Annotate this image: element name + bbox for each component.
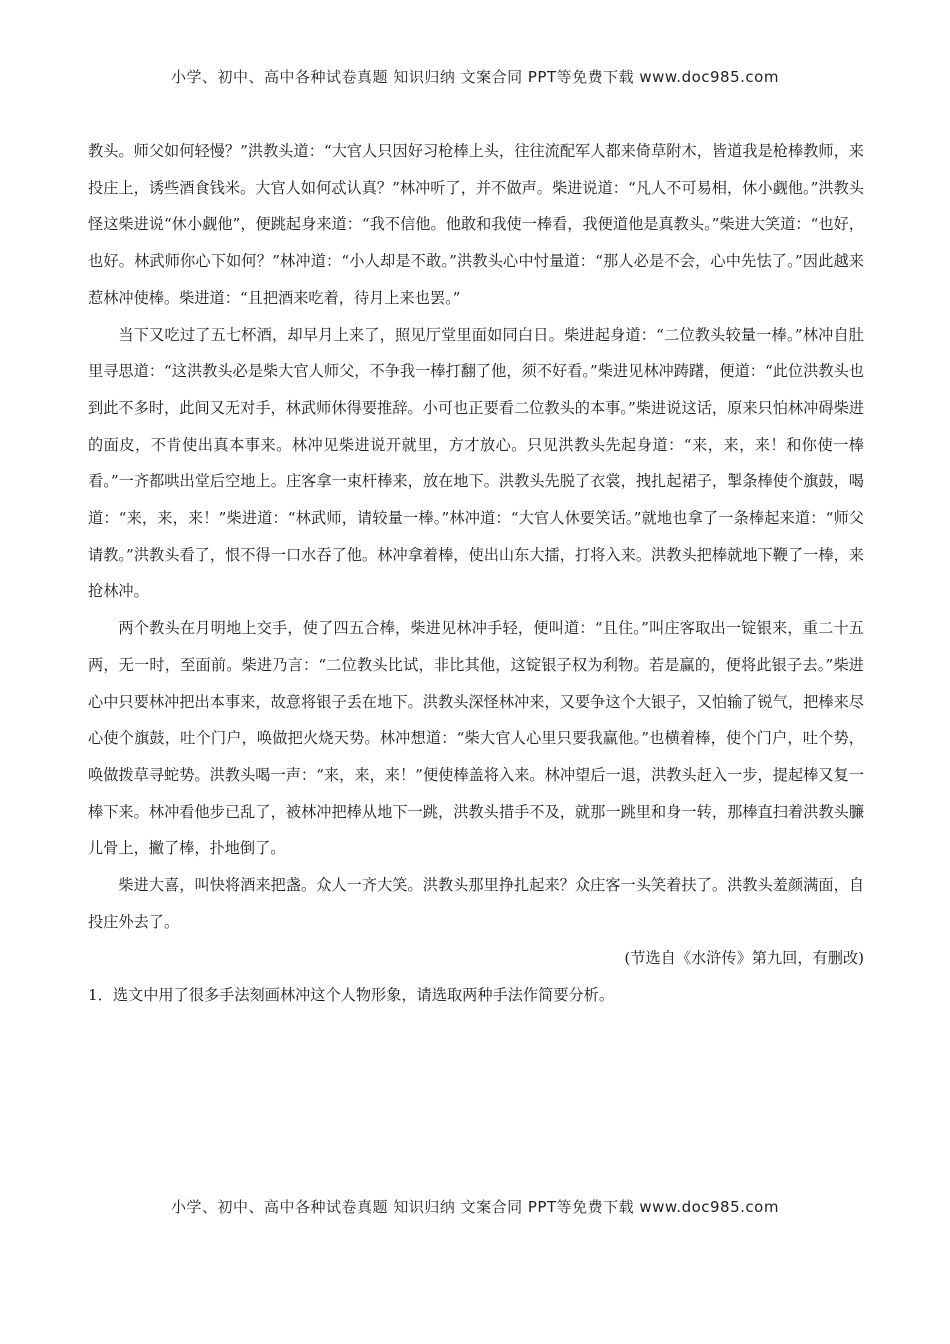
page-header: 小学、初中、高中各种试卷真题 知识归纳 文案合同 PPT等免费下载 www.doc985.com [171, 68, 779, 86]
source-citation: (节选自《水浒传》第九回，有删改) [624, 949, 864, 968]
article-body [88, 133, 864, 1014]
paragraph-1: 教头。师父如何轻慢？”洪教头道：“大官人只因好习枪棒上头，往往流配军人都来倚草附木，皆道我是枪棒教师，来投庄上，诱些酒食钱米。大官人如何忒认真？”林冲听了，并不做声。柴进说道：“凡人不可易相，休小觑他。”洪教头怪这柴进说“休小觑他”，便跳起身来道：“我不信他。他敢和我使一棒看，我便道他是真教头。”柴进大笑道：“也好，也好。林武师你心下如何？”林冲道：“小人却是不敢。”洪教头心中忖量道：“那人必是不会，心中先怯了。”因此越来惹林冲使棒。柴进道：“且把酒来吃着，待月上来也罢。” [88, 142, 864, 307]
question-1: 1．选文中用了很多手法刻画林冲这个人物形象，请选取两种手法作简要分析。 [88, 986, 615, 1005]
paragraph-4: 柴进大喜，叫快将酒来把盏。众人一齐大笑。洪教头那里挣扎起来？众庄客一头笑着扶了。洪教头羞颜满面，自投庄外去了。 [88, 876, 864, 931]
page-footer: 小学、初中、高中各种试卷真题 知识归纳 文案合同 PPT等免费下载 www.doc985.com [171, 1198, 779, 1216]
paragraph-2: 当下又吃过了五七杯酒，却早月上来了，照见厅堂里面如同白日。柴进起身道：“二位教头较量一棒。”林冲自肚里寻思道：“这洪教头必是柴大官人师父，不争我一棒打翻了他，须不好看。”柴进见林冲踌躇，便道：“此位洪教头也到此不多时，此间又无对手，林武师休得要推辞。小可也正要看二位教头的本事。”柴进说这话，原来只怕林冲碍柴进的面皮，不肯使出真本事来。林冲见柴进说开就里，方才放心。只见洪教头先起身道：“来，来，来！和你使一棒看。”一齐都哄出堂后空地上。庄客拿一束杆棒来，放在地下。洪教头先脱了衣裳，拽扎起裙子，掣条棒使个旗鼓，喝道：“来，来，来！”柴进道：“林武师，请较量一棒。”林冲道：“大官人休要笑话。”就地也拿了一条棒起来道：“师父请教。”洪教头看了，恨不得一口水吞了他。林冲拿着棒，使出山东大擂，打将入来。洪教头把棒就地下鞭了一棒，来抢林冲。 [88, 325, 864, 601]
paragraph-3: 两个教头在月明地上交手，使了四五合棒，柴进见林冲手轻，便叫道：“且住。”叫庄客取出一锭银来，重二十五两，无一时，至面前。柴进乃言：“二位教头比试，非比其他，这锭银子权为利物。若是赢的，便将此银子去。”柴进心中只要林冲把出本事来，故意将银子丢在地下。洪教头深怪林冲来，又要争这个大银子，又怕输了锐气，把棒来尽心使个旗鼓，吐个门户，唤做把火烧天势。林冲想道：“柴大官人心里只要我赢他。”也横着棒，使个门户，吐个势，唤做拨草寻蛇势。洪教头喝一声：“来，来，来！”便使棒盖将入来。林冲望后一退，洪教头赶入一步，提起棒又复一棒下来。林冲看他步已乱了，被林冲把棒从地下一跳，洪教头措手不及，就那一跳里和身一转，那棒直扫着洪教头臁儿骨上，撇了棒，扑地倒了。 [88, 619, 864, 858]
